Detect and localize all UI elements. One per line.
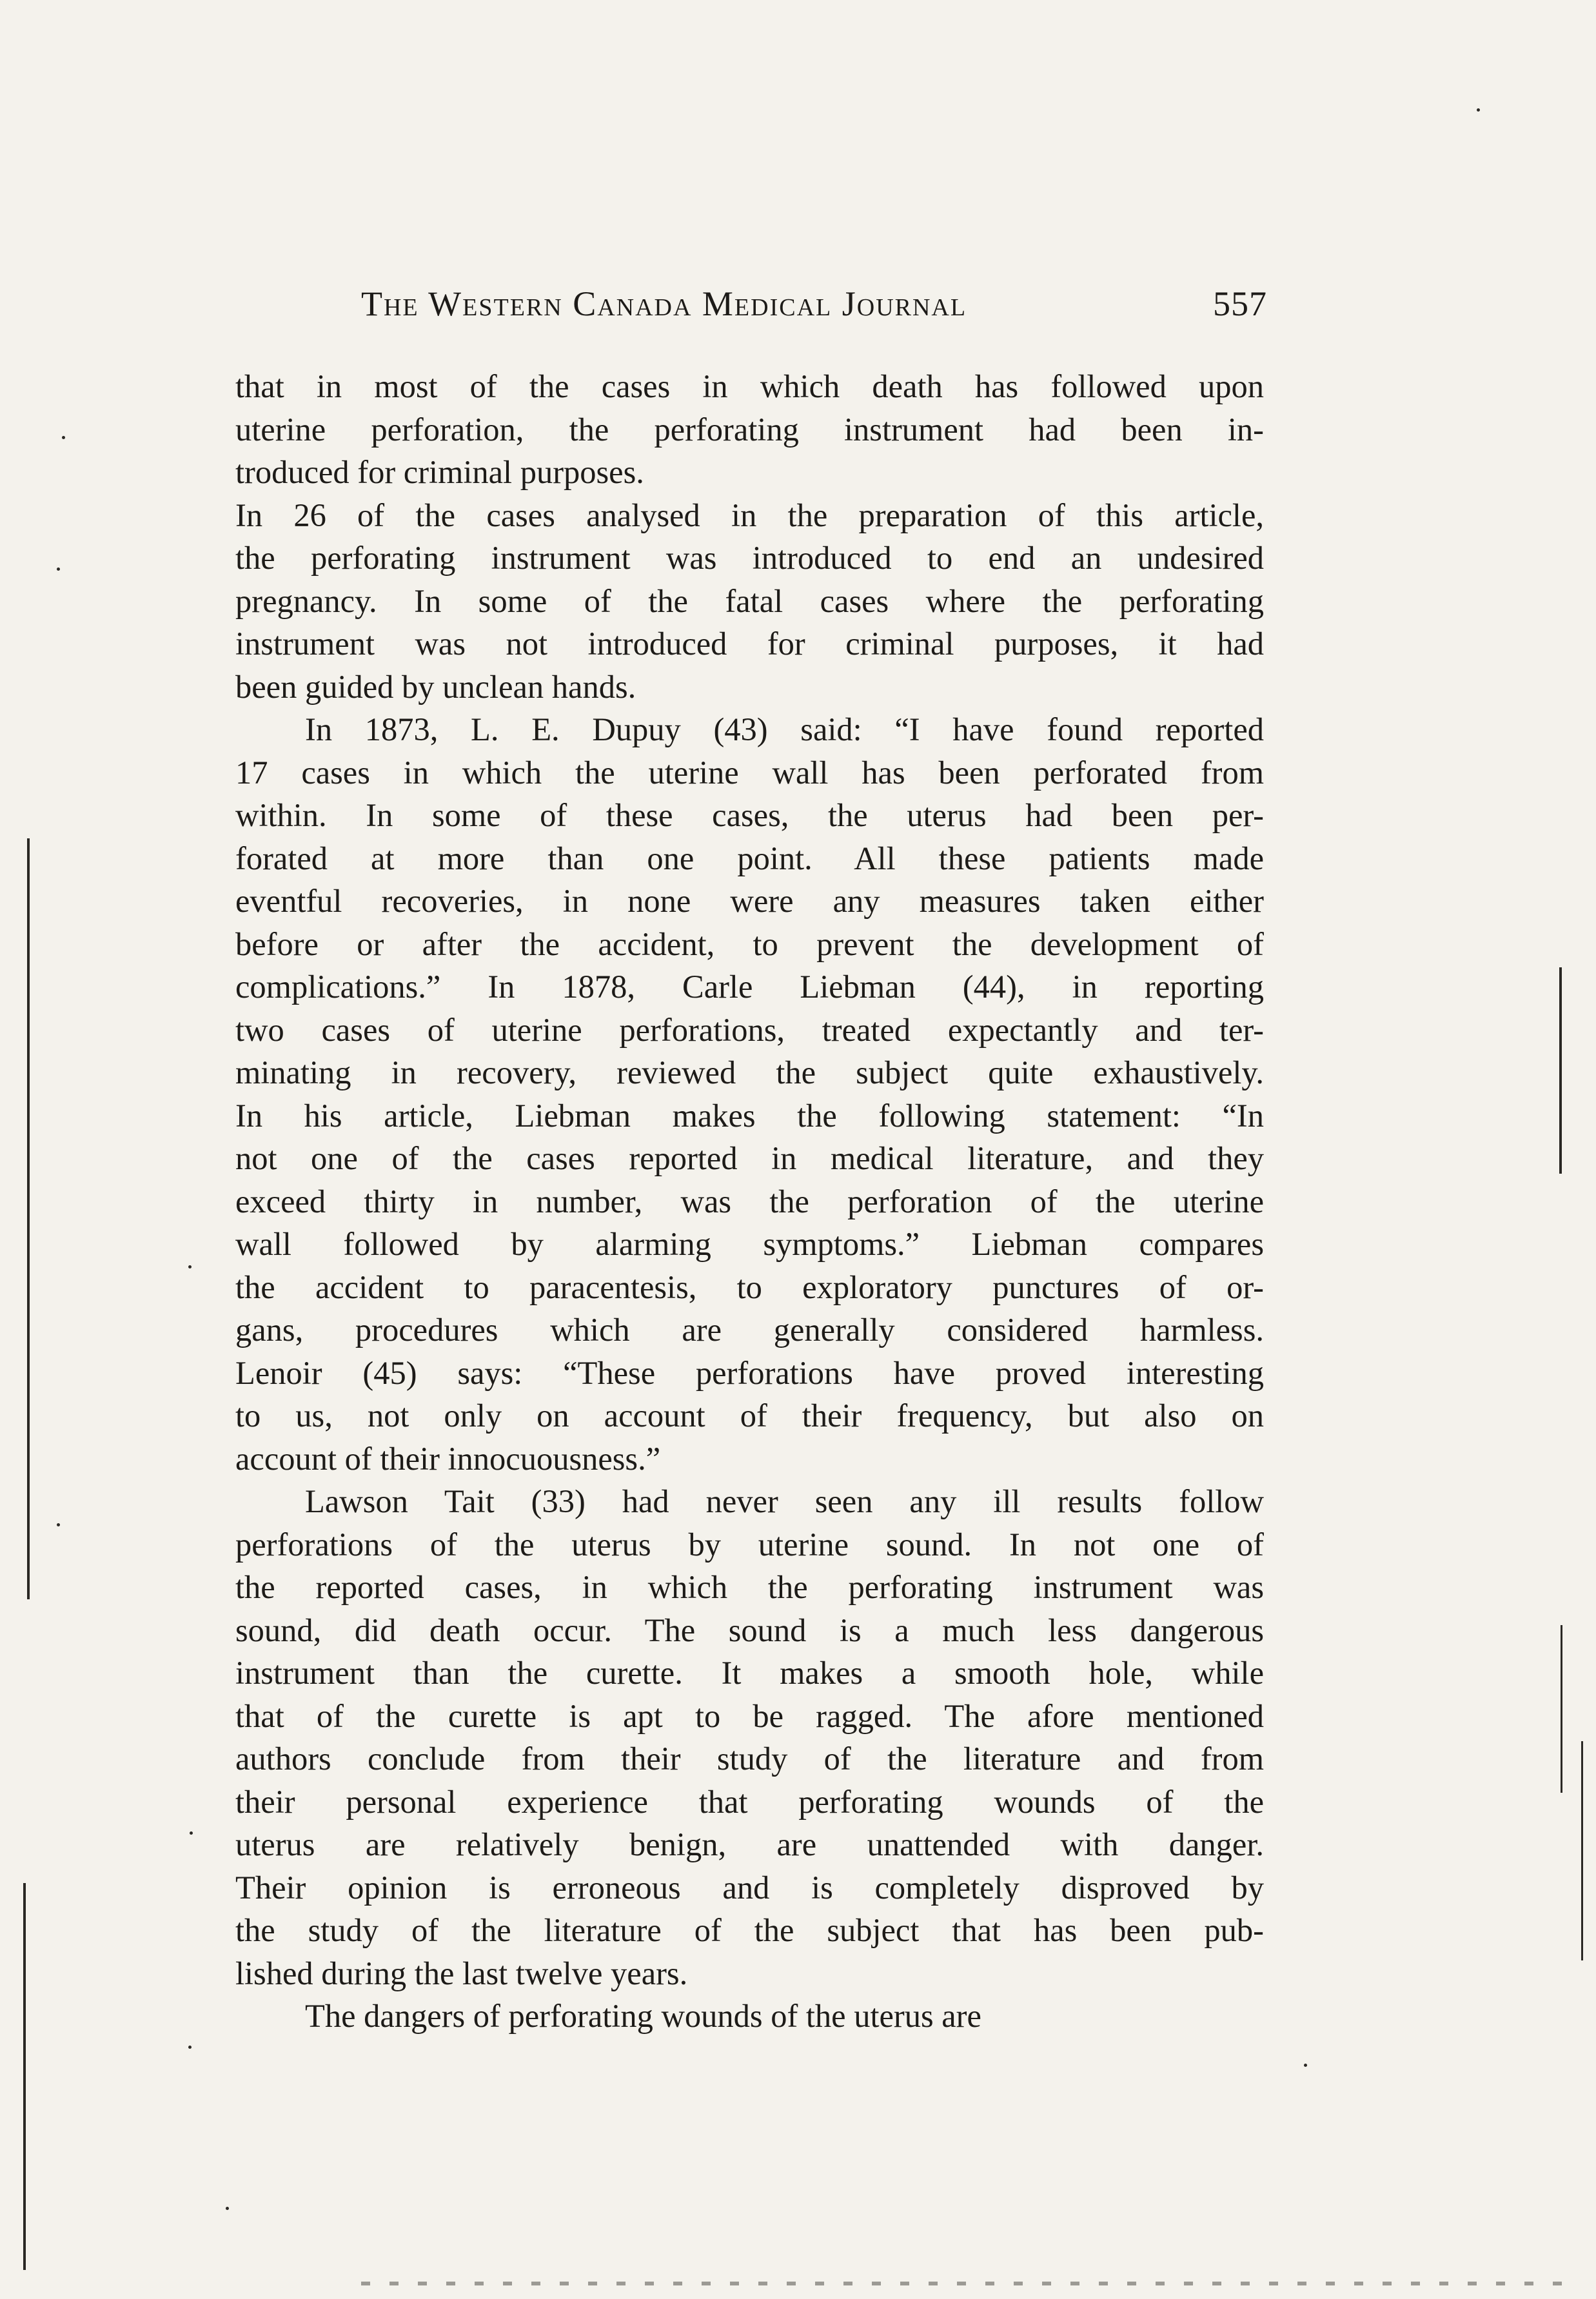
- text-line: forated at more than one point. All these patients made: [235, 840, 1264, 876]
- text-line: troduced for criminal purposes.: [235, 454, 644, 490]
- article-body: [235, 365, 1264, 2038]
- text-line: In 26 of the cases analysed in the preparation of this article,: [235, 497, 1264, 533]
- text-line: 17 cases in which the uterine wall has been perforated from: [235, 754, 1264, 791]
- text-line: perforations of the uterus by uterine sound. In not one of: [235, 1526, 1264, 1563]
- text-line: In 1873, L. E. Dupuy (43) said: “I have found reported: [305, 711, 1264, 747]
- text-line: the perforating instrument was introduced to end an undesired: [235, 540, 1264, 576]
- text-line: gans, procedures which are generally considered harmless.: [235, 1312, 1264, 1348]
- text-line: uterine perforation, the perforating instrument had been in-: [235, 411, 1264, 448]
- text-line: In his article, Liebman makes the following statement: “In: [235, 1097, 1264, 1134]
- text-line: that of the curette is apt to be ragged. The afore mentioned: [235, 1697, 1264, 1734]
- scan-speck: [62, 436, 65, 439]
- text-line: uterus are relatively benign, are unattended with danger.: [235, 1826, 1264, 1862]
- text-line: two cases of uterine perforations, treated expectantly and ter-: [235, 1011, 1264, 1048]
- text-line: pregnancy. In some of the fatal cases where the perforating: [235, 582, 1264, 619]
- text-line: Lawson Tait (33) had never seen any ill results follow: [305, 1483, 1264, 1519]
- scan-speck: [188, 2046, 192, 2049]
- text-line: instrument was not introduced for criminal purposes, it had: [235, 626, 1264, 662]
- text-line: minating in recovery, reviewed the subject quite exhaustively.: [235, 1054, 1264, 1090]
- text-line: The dangers of perforating wounds of the uterus are: [305, 1998, 981, 2034]
- scan-speck: [1304, 2064, 1307, 2067]
- text-line: been guided by unclean hands.: [235, 668, 636, 705]
- text-line: not one of the cases reported in medical literature, and they: [235, 1140, 1264, 1176]
- text-line: the study of the literature of the subject that has been pub-: [235, 1912, 1264, 1948]
- scan-edge-mark: [27, 838, 30, 1599]
- text-line: wall followed by alarming symptoms.” Liebman compares: [235, 1226, 1264, 1262]
- text-line: sound, did death occur. The sound is a much less dangerous: [235, 1612, 1264, 1648]
- scan-speck: [190, 1831, 193, 1835]
- text-line: authors conclude from their study of the literature and from: [235, 1741, 1264, 1777]
- scan-speck: [226, 2207, 229, 2210]
- scan-bottom-noise: [361, 2282, 1573, 2285]
- text-line: the reported cases, in which the perforating instrument was: [235, 1569, 1264, 1605]
- scan-edge-mark: [1561, 1625, 1562, 1793]
- scan-edge-mark: [1559, 967, 1562, 1174]
- running-header: [361, 284, 1267, 335]
- text-line: account of their innocuousness.”: [235, 1440, 661, 1477]
- journal-title: The Western Canada Medical Journal: [361, 284, 967, 323]
- text-line: to us, not only on account of their frequency, but also on: [235, 1397, 1264, 1434]
- text-line: the accident to paracentesis, to exploratory punctures of or-: [235, 1268, 1264, 1305]
- scan-edge-mark: [1581, 1741, 1583, 1960]
- text-line: Lenoir (45) says: “These perforations have proved interesting: [235, 1354, 1264, 1391]
- text-line: Their opinion is erroneous and is completely disproved by: [235, 1869, 1264, 1906]
- page-number: 557: [1213, 284, 1267, 323]
- scan-speck: [57, 567, 60, 571]
- text-line: that in most of the cases in which death has followed upon: [235, 368, 1264, 404]
- text-line: eventful recoveries, in none were any measures taken either: [235, 883, 1264, 919]
- scan-edge-mark: [23, 1883, 26, 2270]
- scan-speck: [188, 1265, 192, 1268]
- text-line: before or after the accident, to prevent the development of: [235, 925, 1264, 962]
- text-line: instrument than the curette. It makes a smooth hole, while: [235, 1655, 1264, 1691]
- text-line: their personal experience that perforating wounds of the: [235, 1783, 1264, 1820]
- text-line: lished during the last twelve years.: [235, 1955, 688, 1991]
- text-line: exceed thirty in number, was the perforation of the uterine: [235, 1183, 1264, 1219]
- scan-speck: [57, 1523, 60, 1526]
- scan-speck: [1477, 108, 1480, 112]
- text-line: complications.” In 1878, Carle Liebman (44), in reporting: [235, 969, 1264, 1005]
- text-line: within. In some of these cases, the uterus had been per-: [235, 797, 1264, 833]
